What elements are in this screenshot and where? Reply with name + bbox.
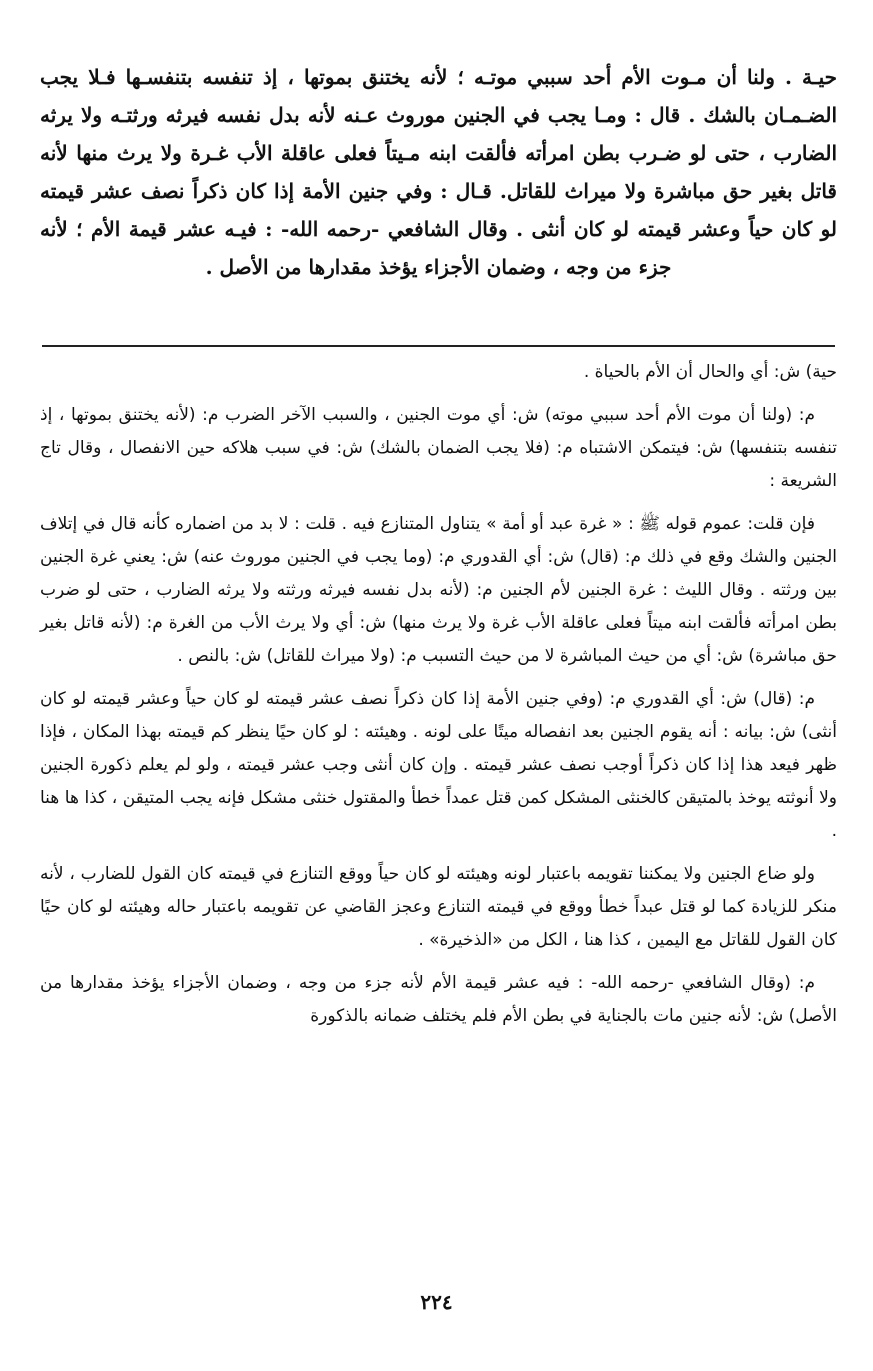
- commentary-paragraph-1: حية) ش: أي والحال أن الأم بالحياة .: [583, 362, 837, 382]
- commentary-paragraph-5: ولو ضاع الجنين ولا يمكننا تقويمه باعتبار لونه وهيئته لو كان حياً ووقع التنازع في قيمته كان القول للضارب ، لأنه منكر للزيادة كما لو قتل عبداً خطأ ووقع في قيمته التنازع وعجز القاضي عن تقويمه باعتبار حاله وهيئته لو كان حيًا كان القول للقاتل مع اليمين ، كذا هنا ، الكل من «الذخيرة» .: [40, 864, 837, 950]
- main-text-block: [40, 58, 837, 286]
- page-number: ٢٢٤: [420, 1290, 453, 1314]
- commentary-block: [40, 356, 837, 1043]
- commentary-paragraph-6: م: (وقال الشافعي -رحمه الله- : فيه عشر قيمة الأم لأنه جزء من وجه ، وضمان الأجزاء يؤخذ مقدارها من الأصل) ش: لأنه جنين مات بالجناية في بطن الأم فلم يختلف ضمانه بالذكورة: [40, 973, 837, 1026]
- footnote-separator-line: [42, 345, 835, 347]
- main-text-paragraph: حيـة . ولنا أن مـوت الأم أحد سببي موتـه ؛ لأنه يختنق بموتها ، إذ تنفسه بتنفسـها فـلا يجب الضـمـان بالشك . قال : ومـا يجب في الجنين موروث عـنه لأنه بدل نفسه فيرثه ورثتـه ولا يرثه الضارب ، حتى لو ضـرب بطن امرأته فألقت ابنه مـيتاً فعلى عاقلة الأب غـرة ولا يرث منها لأنه قاتل بغير حق مباشرة ولا ميراث للقاتل. قـال : وفي جنين الأمة إذا كان ذكراً نصف عشر قيمته لو كان حياً وعشر قيمته لو كان أنثى . وقال الشافعي -رحمه الله- : فيـه عشر قيمة الأم ؛ لأنه جزء من وجه ، وضمان الأجزاء يؤخذ مقدارها من الأصل .: [40, 65, 837, 279]
- commentary-paragraph-4: م: (قال) ش: أي القدوري م: (وفي جنين الأمة إذا كان ذكراً نصف عشر قيمته لو كان حياً وعشر قيمته لو كان أنثى) ش: بيانه : أنه يقوم الجنين بعد انفصاله ميتًا على لونه . وهيئته : لو كان حيًا ينظر كم قيمته بهذا المكان ، فإذا ظهر فيعد هذا إذا كان ذكراً أوجب نصف عشر قيمته . وإن كان أنثى وجب عشر قيمته ، ولو لم يعلم ذكورة الجنين ولا أنوثته يوخذ بالمتيقن كالخنثى المشكل كمن قتل عمداً خطأ والمقتول خنثى مشكل فإنه يجب المتيقن ، كذا ها هنا .: [40, 689, 837, 841]
- commentary-paragraph-3: فإن قلت: عموم قوله ﷺ : « غرة عبد أو أمة » يتناول المتنازع فيه . قلت : لا بد من اضماره كأنه قال في إتلاف الجنين والشك وقع في ذلك م: (قال) ش: أي القدوري م: (وما يجب في الجنين موروث عنه) ش: يعني غرة الجنين بين ورثته . وقال الليث : غرة الجنين لأم الجنين م: (لأنه بدل نفسه فيرثه ورثته ولا يرثه الضارب ، حتى لو ضرب بطن امرأته فألقت ابنه ميتاً فعلى عاقلة الأب غرة ولا يرث منها) ش: أي ولا يرث الأب من الغرة م: (لأنه قاتل بغير حق مباشرة) ش: أي من حيث المباشرة لا من حيث التسبب م: (ولا ميراث للقاتل) ش: بالنص .: [40, 514, 837, 666]
- commentary-paragraph-2: م: (ولنا أن موت الأم أحد سببي موته) ش: أي موت الجنين ، والسبب الآخر الضرب م: (لأنه يختنق بموتها ، إذ تنفسه بتنفسها) ش: فيتمكن الاشتباه م: (فلا يجب الضمان بالشك) ش: في سبب هلاكه حين الانفصال ، وقال تاج الشريعة :: [40, 405, 837, 491]
